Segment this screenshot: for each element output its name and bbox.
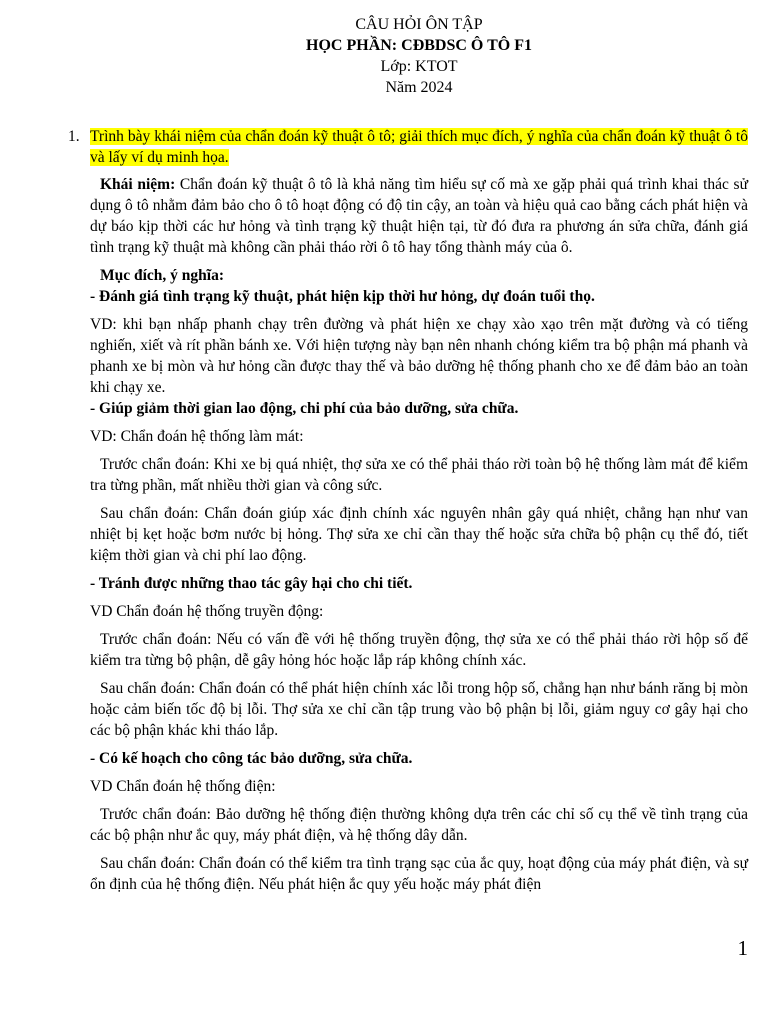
document-header [90, 14, 748, 98]
header-year: Năm 2024 [385, 79, 453, 96]
section-3-title: - Tránh được những thao tác gây hại cho chi tiết. [90, 575, 413, 592]
definition-label: Khái niệm: [100, 176, 176, 193]
definition-text: Chẩn đoán kỹ thuật ô tô là khả năng tìm hiểu sự cố mà xe gặp phải quá trình khai thác sử dụng ô tô nhằm đảm bảo cho ô tô hoạt động có độ tin cậy, an toàn và hiệu quả cao bằng cách phát hiện và dự báo kịp thời các hư hỏng và tình trạng kỹ thuật hiện tại, từ đó đưa ra phương án sửa chữa, đánh giá tình trạng kỹ thuật mà không cần phải tháo rời ô tô hay tổng thành máy của ô. [90, 176, 748, 256]
section-2-example: VD: Chẩn đoán hệ thống làm mát: [90, 428, 304, 445]
section-1-example: VD: khi bạn nhấp phanh chạy trên đường và phát hiện xe chạy xào xạo trên mặt đường và có tiếng nghiến, xiết và rít phần bánh xe. Với hiện tượng này bạn nên nhanh chóng kiểm tra bộ phận má phanh và phanh xe bị mòn và hư hỏng cần được thay thế và bảo dưỡng hệ thống phanh cho xe để đảm bảo an toàn khi chạy xe. [90, 316, 748, 396]
question-text: Trình bày khái niệm của chẩn đoán kỹ thuật ô tô; giải thích mục đích, ý nghĩa của chẩn đoán kỹ thuật ô tô và lấy ví dụ minh họa. [90, 128, 748, 166]
section-4-before: Trước chẩn đoán: Bảo dưỡng hệ thống điện thường không dựa trên các chỉ số cụ thể về tình trạng của các bộ phận như ắc quy, máy phát điện, và hệ thống dây dẫn. [90, 806, 748, 844]
section-2-before: Trước chẩn đoán: Khi xe bị quá nhiệt, thợ sửa xe có thể phải tháo rời toàn bộ hệ thống làm mát để kiểm tra từng phần, mất nhiều thời gian và công sức. [90, 456, 748, 494]
header-class: Lớp: KTOT [380, 58, 458, 75]
section-4-after: Sau chẩn đoán: Chẩn đoán có thể kiểm tra tình trạng sạc của ắc quy, hoạt động của máy phát điện, và sự ổn định của hệ thống điện. Nếu phát hiện ắc quy yếu hoặc máy phát điện [90, 855, 748, 893]
section-2-after: Sau chẩn đoán: Chẩn đoán giúp xác định chính xác nguyên nhân gây quá nhiệt, chẳng hạn như van nhiệt bị kẹt hoặc bơm nước bị hỏng. Thợ sửa xe chỉ cần thay thế hoặc sửa chữa bộ phận cụ thể đó, tiết kiệm thời gian và chi phí lao động. [90, 505, 748, 564]
purpose-label: Mục đích, ý nghĩa: [100, 267, 225, 284]
header-course: HỌC PHẦN: CĐBDSC Ô TÔ F1 [306, 37, 532, 54]
section-4-example: VD Chẩn đoán hệ thống điện: [90, 778, 276, 795]
section-1-title: - Đánh giá tình trạng kỹ thuật, phát hiện kịp thời hư hỏng, dự đoán tuổi thọ. [90, 288, 595, 305]
page-content [68, 14, 748, 895]
definition-paragraph [90, 174, 748, 258]
question-number: 1. [68, 128, 80, 145]
section-3-example: VD Chẩn đoán hệ thống truyền động: [90, 603, 324, 620]
section-2-title: - Giúp giảm thời gian lao động, chi phí của bảo dưỡng, sửa chữa. [90, 400, 519, 417]
header-title: CÂU HỎI ÔN TẬP [355, 16, 483, 33]
section-3-before: Trước chẩn đoán: Nếu có vấn đề với hệ thống truyền động, thợ sửa xe có thể phải tháo rời hộp số để kiểm tra từng bộ phận, dễ gây hỏng hóc hoặc lắp ráp không chính xác. [90, 631, 748, 669]
question-1 [68, 126, 748, 168]
section-3-after: Sau chẩn đoán: Chẩn đoán có thể phát hiện chính xác lỗi trong hộp số, chẳng hạn như bánh răng bị mòn hoặc cảm biến tốc độ bị lỗi. Thợ sửa xe chỉ cần tập trung vào bộ phận bị lỗi, giảm nguy cơ gây hại cho các bộ phận khác khi tháo lắp. [90, 680, 748, 739]
page-number: 1 [737, 936, 748, 960]
section-4-title: - Có kế hoạch cho công tác bảo dưỡng, sửa chữa. [90, 750, 413, 767]
